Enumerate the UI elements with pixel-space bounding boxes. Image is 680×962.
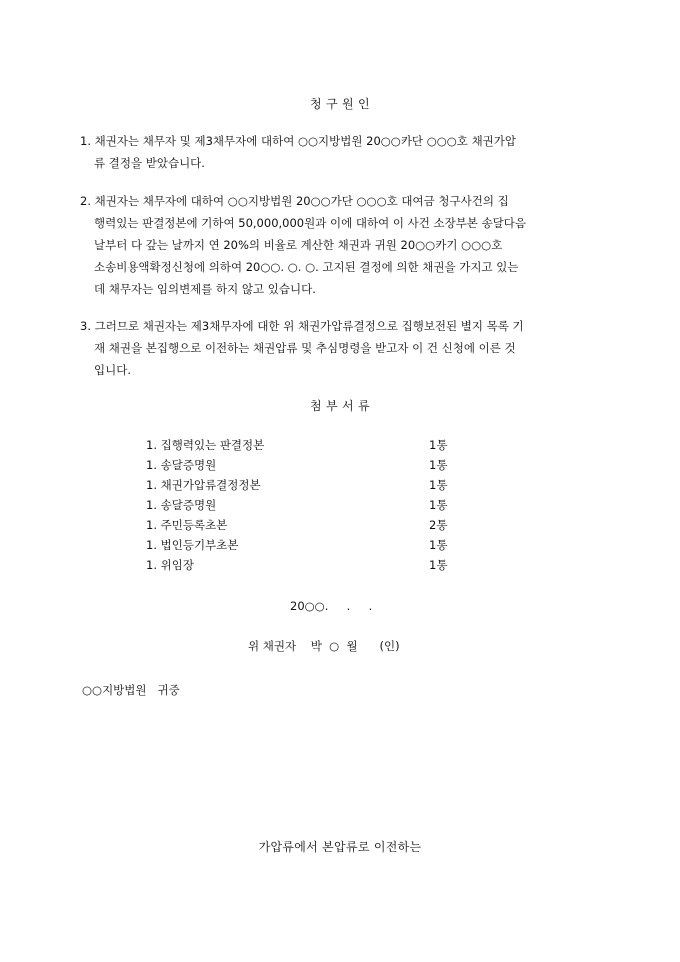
attachment-count: 1통	[429, 458, 448, 472]
attachment-name: 1. 채권가압류결정정본	[146, 478, 261, 492]
paragraph-line: 입니다.	[94, 363, 131, 377]
claim-heading: 청 구 원 인	[310, 97, 370, 111]
paragraph-line: 3. 그러므로 채권자는 제3채무자에 대한 위 채권가압류결정으로 집행보전된 별지 목록 기	[80, 319, 524, 333]
paragraph-line: 소송비용액확정신청에 의하여 20○○. ○. ○. 고지된 결정에 의한 채권을 가지고 있는	[94, 260, 519, 274]
court-addressee: ○○지방법원 귀중	[82, 683, 180, 697]
attachment-count: 1통	[429, 438, 448, 452]
paragraph-line: 2. 채권자는 채무자에 대하여 ○○지방법원 20○○가단 ○○○호 대여금 청구사건의 집	[80, 194, 509, 208]
attachment-count: 1통	[429, 538, 448, 552]
attachment-name: 1. 집행력있는 판결정본	[146, 438, 265, 452]
filing-date: 20○○. . .	[290, 599, 373, 613]
attachment-name: 1. 법인등기부초본	[146, 538, 239, 552]
attachment-count: 1통	[429, 558, 448, 572]
attachment-count: 1통	[429, 478, 448, 492]
attachment-item	[146, 537, 446, 555]
attachment-item	[146, 437, 446, 455]
attachment-count: 2통	[429, 518, 448, 532]
signature-line: 위 채권자 박 ○ 월 (인)	[248, 639, 400, 653]
attachment-item	[146, 497, 446, 515]
attachments-heading: 첨 부 서 류	[310, 399, 370, 413]
attachment-name: 1. 위임장	[146, 558, 194, 572]
attachment-item	[146, 557, 446, 575]
attachment-count: 1통	[429, 498, 448, 512]
paragraph-line: 류 결정을 받았습니다.	[94, 156, 205, 170]
paragraph-line: 1. 채권자는 채무자 및 제3채무자에 대하여 ○○지방법원 20○○카단 ○○○호 채권가압	[80, 134, 517, 148]
paragraph-line: 재 채권을 본집행으로 이전하는 채권압류 및 추심명령을 받고자 이 건 신청에 이른 것	[94, 341, 516, 355]
attachment-name: 1. 주민등록초본	[146, 518, 228, 532]
attachment-item	[146, 517, 446, 535]
attachment-name: 1. 송달증명원	[146, 458, 217, 472]
paragraph-line: 데 채무자는 임의변제를 하지 않고 있습니다.	[94, 282, 316, 296]
paragraph-line: 날부터 다 갚는 날까지 연 20%의 비율로 계산한 채권과 귀원 20○○카기 ○○○호	[94, 238, 503, 252]
attachment-item	[146, 477, 446, 495]
paragraph-line: 행력있는 판결정본에 기하여 50,000,000원과 이에 대하여 이 사건 소장부본 송달다음	[94, 216, 527, 230]
document-footer-title: 가압류에서 본압류로 이전하는	[258, 840, 422, 854]
attachment-name: 1. 송달증명원	[146, 498, 217, 512]
attachment-item	[146, 457, 446, 475]
